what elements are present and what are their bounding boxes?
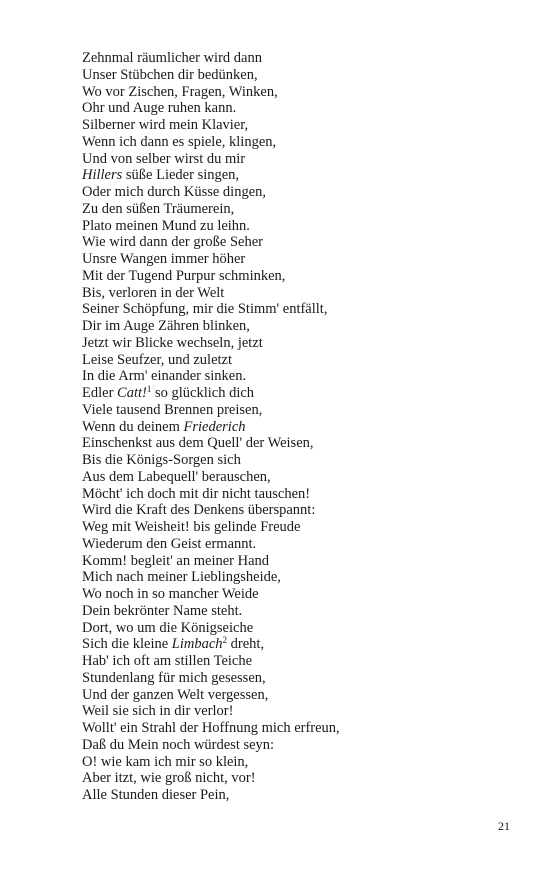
poem-line bbox=[82, 770, 340, 787]
line-text: Mit der Tugend Purpur schminken, bbox=[82, 267, 286, 284]
poem-line bbox=[82, 636, 340, 653]
line-text: Dir im Auge Zähren blinken, bbox=[82, 318, 250, 334]
line-text: Viele tausend Brennen preisen, bbox=[82, 401, 263, 418]
poem-line bbox=[82, 502, 340, 519]
poem-line bbox=[82, 167, 340, 184]
line-text: Weg mit Weisheit! bis gelinde Freude bbox=[82, 519, 301, 535]
line-text: Edler bbox=[82, 385, 118, 401]
italic-name: Catt! bbox=[117, 385, 147, 401]
poem-line bbox=[82, 486, 340, 503]
poem-line bbox=[82, 569, 340, 586]
poem-text bbox=[82, 50, 340, 804]
line-text: Wie wird dann der große Seher bbox=[82, 234, 264, 251]
line-text: Wenn ich dann es spiele, klingen, bbox=[82, 133, 277, 150]
line-text: Bis die Königs-Sorgen sich bbox=[82, 452, 241, 468]
poem-line bbox=[82, 553, 340, 570]
line-text: Unsre Wangen immer höher bbox=[82, 251, 246, 267]
line-text: Dein bekrönter Name steht. bbox=[82, 602, 243, 619]
line-text: süße Lieder singen, bbox=[122, 167, 240, 184]
line-text: Aber itzt, wie groß nicht, vor! bbox=[82, 770, 256, 787]
page-number: 21 bbox=[498, 819, 510, 833]
footnote-marker: 2 bbox=[222, 635, 228, 646]
line-text: Aus dem Labequell' berauschen, bbox=[82, 468, 271, 485]
line-text: Wollt' ein Strahl der Hoffnung mich erfreun, bbox=[82, 720, 340, 736]
line-text: Möcht' ich doch mit dir nicht tauschen! bbox=[82, 485, 311, 502]
poem-line bbox=[82, 737, 340, 754]
italic-name: Friederich bbox=[183, 418, 246, 435]
poem-line bbox=[82, 419, 340, 436]
poem-line bbox=[82, 653, 340, 670]
poem-line bbox=[82, 603, 340, 620]
poem-line bbox=[82, 620, 340, 637]
poem-line bbox=[82, 301, 340, 318]
line-text: Komm! begleit' an meiner Hand bbox=[82, 552, 270, 569]
line-text: Wiederum den Geist ermannt. bbox=[82, 535, 257, 552]
line-text: Unser Stübchen dir bedünken, bbox=[82, 66, 258, 83]
poem-line bbox=[82, 352, 340, 369]
line-text: Wird die Kraft des Denkens überspannt: bbox=[82, 502, 316, 519]
poem-line bbox=[82, 687, 340, 704]
poem-line bbox=[82, 787, 340, 804]
line-text: Weil sie sich in dir verlor! bbox=[82, 703, 234, 720]
poem-line bbox=[82, 754, 340, 771]
poem-line bbox=[82, 435, 340, 452]
poem-line bbox=[82, 285, 340, 302]
poem-line bbox=[82, 218, 340, 235]
line-text: Mich nach meiner Lieblingsheide, bbox=[82, 569, 281, 586]
line-text: Dort, wo um die Königseiche bbox=[82, 619, 254, 636]
poem-line bbox=[82, 268, 340, 285]
line-text: Plato meinen Mund zu leihn. bbox=[82, 217, 250, 234]
poem-line bbox=[82, 536, 340, 553]
line-text: Zu den süßen Träumerein, bbox=[82, 200, 235, 217]
line-text: Seiner Schöpfung, mir die Stimm' entfällt, bbox=[82, 301, 328, 318]
poem-line bbox=[82, 385, 340, 402]
line-text: Hab' ich oft am stillen Teiche bbox=[82, 653, 253, 669]
line-text: Jetzt wir Blicke wechseln, jetzt bbox=[82, 334, 263, 351]
poem-line bbox=[82, 84, 340, 101]
italic-name: Hillers bbox=[82, 167, 123, 184]
poem-line bbox=[82, 234, 340, 251]
line-text: In die Arm' einander sinken. bbox=[82, 368, 247, 385]
line-text: Stundenlang für mich gesessen, bbox=[82, 669, 266, 686]
line-text: Wo noch in so mancher Weide bbox=[82, 586, 259, 602]
poem-line bbox=[82, 251, 340, 268]
poem-line bbox=[82, 368, 340, 385]
poem-line bbox=[82, 720, 340, 737]
italic-name: Limbach bbox=[171, 636, 223, 653]
poem-line bbox=[82, 402, 340, 419]
line-text: Oder mich durch Küsse dingen, bbox=[82, 184, 267, 200]
footnote-marker: 1 bbox=[146, 384, 152, 394]
poem-line bbox=[82, 201, 340, 218]
line-text: Sich die kleine bbox=[82, 636, 172, 653]
poem-line bbox=[82, 50, 340, 67]
line-text: Alle Stunden dieser Pein, bbox=[82, 787, 230, 803]
poem-line bbox=[82, 519, 340, 536]
line-text: Leise Seufzer, und zuletzt bbox=[82, 351, 232, 368]
poem-line bbox=[82, 469, 340, 486]
line-text: Und von selber wirst du mir bbox=[82, 150, 246, 167]
poem-line bbox=[82, 100, 340, 117]
poem-line bbox=[82, 151, 340, 168]
line-text: O! wie kam ich mir so klein, bbox=[82, 753, 249, 770]
poem-line bbox=[82, 335, 340, 352]
line-text: Wo vor Zischen, Fragen, Winken, bbox=[82, 83, 278, 100]
poem-line bbox=[82, 670, 340, 687]
poem-line bbox=[82, 703, 340, 720]
line-text: Wenn du deinem bbox=[82, 418, 184, 435]
line-text: Silberner wird mein Klavier, bbox=[82, 117, 249, 133]
poem-line bbox=[82, 184, 340, 201]
line-text: Einschenkst aus dem Quell' der Weisen, bbox=[82, 435, 314, 452]
line-text: Bis, verloren in der Welt bbox=[82, 284, 225, 301]
poem-line bbox=[82, 117, 340, 134]
line-text: so glücklich dich bbox=[151, 385, 255, 401]
poem-line bbox=[82, 452, 340, 469]
line-text: dreht, bbox=[227, 636, 265, 653]
poem-line bbox=[82, 67, 340, 84]
line-text: Daß du Mein noch würdest seyn: bbox=[82, 736, 275, 753]
line-text: Ohr und Auge ruhen kann. bbox=[82, 100, 237, 117]
poem-line bbox=[82, 318, 340, 335]
poem-line bbox=[82, 134, 340, 151]
line-text: Zehnmal räumlicher wird dann bbox=[82, 50, 262, 66]
line-text: Und der ganzen Welt vergessen, bbox=[82, 686, 269, 703]
poem-line bbox=[82, 586, 340, 603]
